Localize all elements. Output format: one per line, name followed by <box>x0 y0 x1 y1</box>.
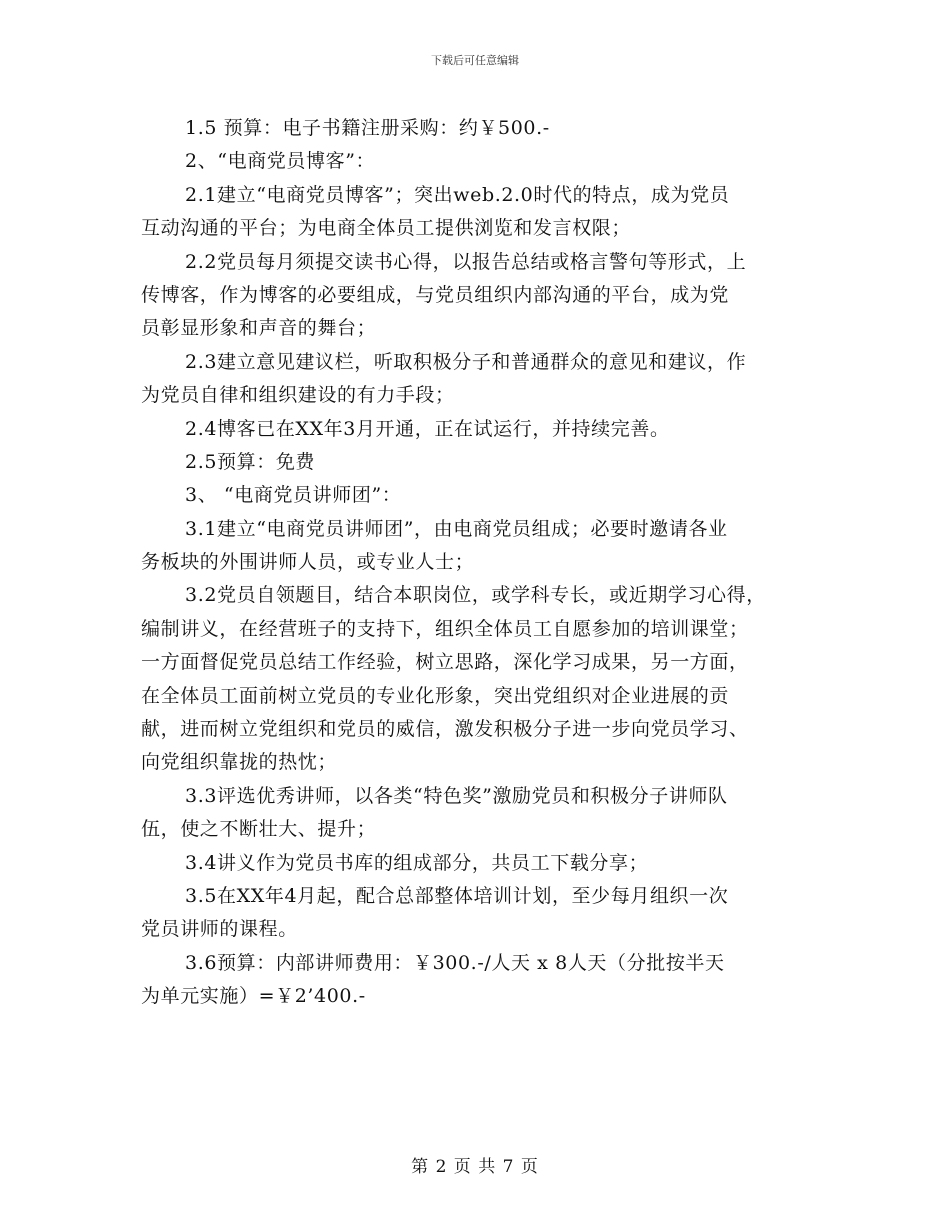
page-number-footer: 第 2 页 共 7 页 <box>411 1157 539 1177</box>
text-line: 2.2党员每月须提交读书心得，以报告总结或格言警句等形式，上 <box>185 250 747 273</box>
text-line: 3.5在XX年4月起，配合总部整体培训计划，至少每月组织一次 <box>185 884 729 907</box>
text-line: 务板块的外围讲师人员，或专业人士； <box>141 551 475 574</box>
text-line: 为单元实施）=￥2’400.- <box>141 985 366 1008</box>
text-line: 3、 “电商党员讲师团”： <box>185 484 402 507</box>
text-line: 员彰显形象和声音的舞台； <box>141 317 377 340</box>
text-line: 互动沟通的平台；为电商全体员工提供浏览和发言权限； <box>141 217 632 240</box>
text-line: 2.1建立“电商党员博客”；突出web.2.0时代的特点，成为党员 <box>185 183 730 206</box>
text-line: 伍，使之不断壮大、提升； <box>141 818 377 841</box>
text-line: 3.6预算：内部讲师费用：￥300.-/人天 x 8人天（分批按半天 <box>185 951 725 974</box>
text-line: 2、“电商党员博客”： <box>185 150 376 173</box>
text-line: 编制讲义，在经营班子的支持下，组织全体员工自愿参加的培训课堂； <box>141 617 749 640</box>
text-line: 2.3建立意见建议栏，听取积极分子和普通群众的意见和建议，作 <box>185 350 747 373</box>
text-line: 3.2党员自领题目，结合本职岗位，或学科专长，或近期学习心得， <box>185 584 766 607</box>
text-line: 在全体员工面前树立党员的专业化形象，突出党组织对企业进展的贡 <box>141 684 730 707</box>
text-line: 党员讲师的课程。 <box>141 918 298 941</box>
text-line: 2.5预算：免费 <box>185 450 316 473</box>
text-line: 2.4博客已在XX年3月开通，正在试运行，并持续完善。 <box>185 417 670 440</box>
text-line: 传博客，作为博客的必要组成，与党员组织内部沟通的平台，成为党 <box>141 283 730 306</box>
text-line: 3.1建立“电商党员讲师团”，由电商党员组成；必要时邀请各业 <box>185 517 728 540</box>
text-line: 1.5 预算：电子书籍注册采购：约￥500.- <box>185 117 550 139</box>
text-line: 为党员自律和组织建设的有力手段； <box>141 384 455 407</box>
document-body <box>141 112 821 1014</box>
text-line: 3.3评选优秀讲师，以各类“特色奖”激励党员和积极分子讲师队 <box>185 784 728 807</box>
text-line: 3.4讲义作为党员书库的组成部分，共员工下载分享； <box>185 851 649 874</box>
text-line: 向党组织靠拢的热忱； <box>141 751 338 774</box>
page-header: 下载后可任意编辑 <box>431 54 519 67</box>
text-line: 献，进而树立党组织和党员的威信，激发积极分子进一步向党员学习、 <box>141 718 749 741</box>
text-line: 一方面督促党员总结工作经验，树立思路，深化学习成果，另一方面， <box>141 651 749 674</box>
